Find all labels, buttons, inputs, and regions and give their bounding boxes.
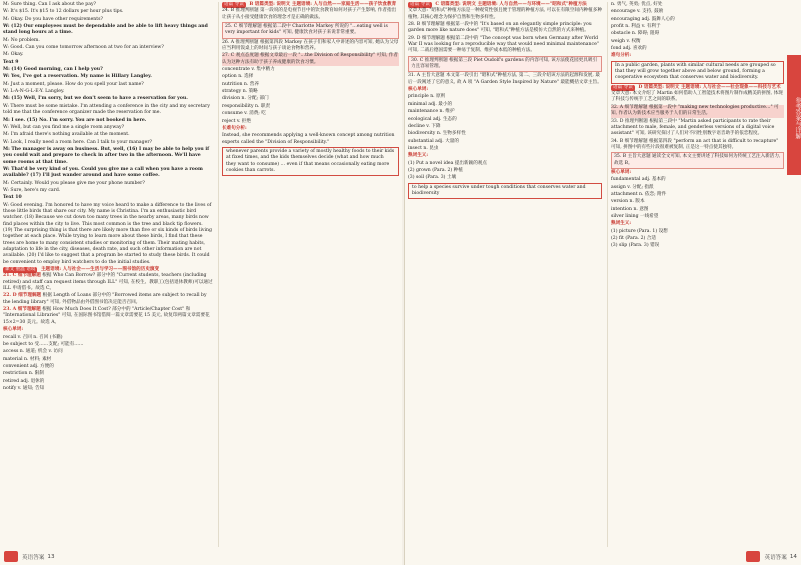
vocab-line: encourage v. 支持, 鼓励 xyxy=(611,9,664,15)
section-pill: 语篇 导读 xyxy=(613,84,633,90)
section-pill: 语篇 导读 xyxy=(410,2,430,7)
footer-label: 英语答案 xyxy=(764,554,787,561)
vocab-line: access n. 通道; 机会 v. 访问 xyxy=(3,349,63,355)
dialogue-line: M: Certainly. Would you please give me your phone number? xyxy=(3,180,145,186)
vocab-line: silver lining 一线希望 xyxy=(611,213,659,219)
dialogue-line: W: That'd be very kind of you. Could you give me a call when you have a room available? (17) I'll just wander around and have some coffee. xyxy=(3,166,203,179)
dialogue-line: W: Sure, here's my card. xyxy=(3,187,61,193)
dialogue-line: M: No problem. xyxy=(3,37,40,43)
side-tab: 参考答案与详解 xyxy=(787,55,801,175)
answer-q29: 29. D 细节理解题 根据第二段中的 "The concept was born when Germany after World War II was looking for a reproducible way that would need minimal maintenance" 可知, 二战后德国需要一种易于复制、维护成本低的种植方法。 xyxy=(408,35,599,54)
right-footer xyxy=(746,550,797,563)
grammar-title: 长难句分析: xyxy=(222,125,247,131)
word-line: strategy n. 策略 xyxy=(222,89,258,95)
dialogue-line: M: The manager is away on business. But, well, (16) I may be able to help you if you could wait and prepare to check in after two in the afternoon. We'll have some rooms at that time. xyxy=(3,146,210,165)
grammar-body: Instead, she recommends applying a well-known concept among nutrition experts called the "Division of Responsibility." xyxy=(222,133,395,145)
vocab-line: recall v. 召回 n. 召回 (书籍) xyxy=(3,334,63,340)
key-line: biodiversity n. 生物多样性 xyxy=(408,131,466,137)
text9-title: Text 9 xyxy=(3,59,19,65)
key-title: 核心单词: xyxy=(408,87,429,93)
word-line: responsibility n. 职责 xyxy=(222,103,271,109)
right-column-1 xyxy=(405,2,605,547)
grammar-title: 熟词生义: xyxy=(408,153,429,159)
dialogue-line: W: It's $15. It's $15 to 12 dollars per hour plus tips. xyxy=(3,9,124,15)
publisher-logo-icon xyxy=(746,551,760,562)
text10-title: Text 10 xyxy=(3,195,22,201)
key-line: principle n. 原则 xyxy=(408,94,446,100)
left-column-1 xyxy=(0,2,216,547)
sentence-box: to help a species survive under tough conditions that conserves water and biodiversity xyxy=(408,183,602,200)
section-pill: 课文 重温 语境 xyxy=(5,267,36,273)
word-line: nutrition n. 营养 xyxy=(222,81,259,87)
vocab-line: restriction n. 限制 xyxy=(3,371,44,377)
key-line: maintenance n. 维护 xyxy=(408,109,455,115)
phrase-line: (1) picture (Para. 1) 设想 xyxy=(611,228,668,234)
key-line: ecological adj. 生态的 xyxy=(408,116,457,122)
section-title: B 语篇类型: 说明文 主题语境: 人与自然——家庭生活——孩子饮食教育 xyxy=(249,2,397,7)
word-line: reject v. 拒绝 xyxy=(222,118,252,124)
dialogue-line: M: (15) Well, I'm sorry, but we don't seem to have a reservation for you. xyxy=(3,96,188,102)
dialogue-line: W: Well, but can you find me a single room anyway? xyxy=(3,124,125,130)
phrase-line: (2) fit (Para. 2) 合适 xyxy=(611,236,656,241)
answer-q33: 33. D 推理判断题 根据第三段中 "Martin asked participants to rate their attachment to male, female, and genderless versions of a digital voice assistant" 可知, 该研究探讨了人们对不同性别数字语音助手的依恋程度。 xyxy=(611,118,775,137)
vocab-title: 核心单词: xyxy=(611,169,632,175)
dialogue-line: M: Sure thing. Can I ask about the pay? xyxy=(3,2,97,7)
vocab-line: n. 勇气, 英勇; 优点, 好处 xyxy=(611,2,663,7)
answer-q24: 24. B 推理判断题 第一段说的是电视节目中的饮食教育如何对孩子产生影响, 作者指出让孩子从小接受健康饮食的理念才是正确的做法。 xyxy=(222,8,397,20)
vocab-line: obstacle n. 障碍; 阻碍 xyxy=(611,31,660,37)
phrase-line: (3) slip (Para. 3) 错误 xyxy=(611,243,660,249)
vocab-line: intention n. 意图 xyxy=(611,206,649,212)
vocab-line: retired adj. 退休的 xyxy=(3,378,45,384)
q21-title: 21. C 细节理解题 xyxy=(3,273,41,279)
text10-paragraph: W: Good evening. I'm honored to have my voice heard to make a difference to the lives of those little birds that share our city. My name is Christina. I'm an enthusiastic bird watcher. (18) Because we cut down too many trees in the nearby areas, many birds now find places within the city to live. This most common is the tree and black tip flowers. (19) The surprising thing is that there are likely more than five or six kinds of birds living together at each place. While trying to learn more about these birds, I find that these trees are home to many consistent studies or monitoring of them. Their mating habits, adaptation to life in the city, diseases, death rate, and such other information are not available. (20) I'd like to suggest that a program be started to study these birds. It could be convenient to employ bird watchers to do the initial studies. xyxy=(3,202,212,265)
hard-sentence: In a public garden, plants with similar cultural needs are grouped so that they will grow together above and below ground, forming a cooperative ecosystem that conserves water and biodiversity. xyxy=(611,61,784,84)
answer-q25: 25. C 细节理解题 根据第二段中 Charlotte Markey 所说的 "…eating well is very important for kids" 可知, 健康饮食对孩子来说非常重要。 xyxy=(222,22,399,39)
dialogue-line: W: Look, I really need a room here. Can I talk to your manager? xyxy=(3,139,152,145)
q22-body: 根据 Length of Loans 部分中的 "Borrowed items are subject to recall by the lending library" 可知, 外借物品由外借图书馆决定能否召回。 xyxy=(3,293,207,305)
key-line: substantial adj. 大量的 xyxy=(408,138,459,144)
dialogue-line: W: Yes, I've got a reservation. My name is Hillary Langley. xyxy=(3,74,152,80)
vocab-line: material n. 材料; 素材 xyxy=(3,356,52,362)
right-column-2 xyxy=(607,2,787,547)
word-line: consume v. 消费; 吃 xyxy=(222,111,266,117)
answer-q34: 34. B 细节理解题 根据第四段 "perform an act that is difficult to recapture" 可知, 拼图中的有些片段很难被复制, 正是这一特点使其独特。 xyxy=(611,138,779,150)
dialogue-line: W: Good. Can you come tomorrow afternoon at two for an interview? xyxy=(3,45,164,51)
dialogue-line: W: L-A-N-G-L-E-Y. Langley. xyxy=(3,89,65,95)
section-title: D 语篇类型: 说明文 主题语境: 人与社会——社会现象——科技与艺术 xyxy=(638,84,781,90)
q23-body: 根据 How Much Does It Cost? 部分中的 "Article/Chapter Cost" 和 "International Libraries" 可知, 在国际图书馆借阅一篇文章需要花 15 美元, 故复印两篇文章需要花 15×2=30 美元。故选 A。 xyxy=(3,307,210,325)
vocab-line: version n. 版本 xyxy=(611,199,645,205)
key-sentence-box: whenever parents provide a variety of mostly healthy foods to their kids at fixed times, and the kids themselves decide (what and how much they want to consume) … even if that means occasionally eating more cookies than carrots. xyxy=(222,147,399,176)
vocab-line: weigh v. 权衡 xyxy=(611,38,641,44)
word-line: option n. 选择 xyxy=(222,74,254,80)
hard-sentence-title: 难句分析: xyxy=(611,53,632,59)
q23-title: 23. A 细节理解题 xyxy=(3,307,41,313)
answer-q31: 31. A 主旨大意题 本文第一段引出 "昭和式"种植方法, 第二、三段介绍该方法的起源和发展, 最后一段阐述了它的意义, 故 A 项 "A Garden Style Inspired by Nature" 最能概括文章主旨。 xyxy=(408,73,602,85)
vocab-title: 核心单词: xyxy=(3,327,24,333)
right-page xyxy=(404,0,801,565)
grammar-line: (3) soil (Para. 3) 土壤 xyxy=(408,175,457,181)
word-line: concentrate v. 集中精力 xyxy=(222,67,275,73)
vocab-line: fond adj. 喜欢的 xyxy=(611,46,647,52)
q21-body: 根据 Who Can Borrow? 部分中的 "Current students, teachers (including retired) and staff can request items through ILL" 可知, 在校生、教职工(包括退休教师)可以通过 ILL 申请借书。故选 C。 xyxy=(3,273,213,292)
section-title: C 语篇类型: 说明文 主题语境: 人与自然——与环境——"昭和式"种植方法 xyxy=(435,2,587,7)
vocab-line: encouraging adj. 鼓舞人心的 xyxy=(611,16,675,22)
left-column-2 xyxy=(218,2,402,547)
answer-q30: 30. C 推理判断题 根据第三段 Piet Oudolf's gardens 的内容可知, 该方法使花园更具吸引力且容易管理。 xyxy=(408,56,602,73)
answer-q26: 26. A 推理判断题 根据第四段 Markey 在孩子们和家人中讲述的内容可知, 她认为父母应当利用饭桌上的时间与孩子谈论食物和营养。 xyxy=(222,39,399,52)
word-line: division n. 分配; 部门 xyxy=(222,96,269,102)
dialogue-line: M: I see. (15) No. I'm sorry. You are not booked in here. xyxy=(3,117,147,123)
answer-q35: 35. B 主旨大意题 通读全文可知, 本文主要讲述了科技如何为传统工艺注入新活力, 故选 B。 xyxy=(611,152,784,169)
answer-q32: 32. A 细节理解题 根据第一段中 "making new technologies productive…" 可知, 作者认为新技术应当服务于人们的日常生活。 xyxy=(611,105,784,118)
left-footer xyxy=(4,550,55,563)
vocab-line: attachment n. 依恋; 附件 xyxy=(611,191,667,197)
answer-q28: 28. B 细节理解题 根据第一段中的 "It's based on an elegantly simple principle: you garden more like nature does" 可知, "昭和式"种植方法是模仿大自然的方式来种植。 xyxy=(408,22,592,34)
vocab-line: be subject to 受……支配; 可能有…… xyxy=(3,341,84,347)
key-line: insect n. 昆虫 xyxy=(408,145,439,151)
grammar-line: (2) grown (Para. 2) 种植 xyxy=(408,167,463,173)
page-number: 13 xyxy=(47,553,55,560)
dialogue-line: M: I'm afraid there's nothing available at the moment. xyxy=(3,132,130,138)
key-line: decline v. 下降 xyxy=(408,123,441,129)
key-line: minimal adj. 最小的 xyxy=(408,101,453,107)
phrases-title: 熟词生义: xyxy=(611,221,632,227)
summary: 文章大意: "昭和式"种植方法是一种观赏性强且便于管理的种植方法, 可以在有限空间内种植多种植物, 其核心理念为保护自然和生物多样性。 xyxy=(408,8,602,20)
section-pill: 语篇 导读 xyxy=(224,2,244,7)
summary: 文章大意: 本文介绍了 Martin 如何借助人工智能技术将图片制作成精美的拼图, 体现了科技与传统手工艺之间的联系。 xyxy=(611,91,783,103)
vocab-line: assign v. 分配; 指派 xyxy=(611,184,654,190)
dialogue-line: M: Okay. Do you have other requirements? xyxy=(3,16,103,22)
dialogue-line: W: (12) Our employees must be dependable and be able to lift heavy things and stand long hours at a time. xyxy=(3,24,208,36)
vocab-line: notify v. 通知; 告知 xyxy=(3,385,45,391)
publisher-logo-icon xyxy=(4,551,18,562)
answer-q27: 27. C 观点态度题 根据文章最后一段 "…the Division of Responsibility" 可知, 作者认为这种方法有助于孩子养成健康的饮食习惯。 xyxy=(222,53,398,65)
grammar-line: (1) Put a novel idea 提出新颖的观点 xyxy=(408,160,487,166)
dialogue-line: M: Okay. xyxy=(3,52,24,58)
vocab-line: convenient adj. 方便的 xyxy=(3,363,54,369)
vocab-line: fundamental adj. 基本的 xyxy=(611,177,666,183)
dialogue-line: W: There must be some mistake. I'm attending a conference in the city and my secretary told me that the conference organizer made the reservation for me. xyxy=(3,103,210,116)
section-title: 主题语境: 人与社会——生活与学习——图书馆的历史演变 xyxy=(40,267,160,273)
q22-title: 22. D 细节理解题 xyxy=(3,293,42,299)
vocab-line: profit n. 利益 v. 有利于 xyxy=(611,24,661,30)
page-number: 14 xyxy=(789,553,797,560)
dialogue-line: M: (14) Good morning, can I help you? xyxy=(3,67,103,73)
dialogue-line: M: Just a moment, please. How do you spell your last name? xyxy=(3,81,144,87)
footer-label: 英语答案 xyxy=(22,554,45,561)
